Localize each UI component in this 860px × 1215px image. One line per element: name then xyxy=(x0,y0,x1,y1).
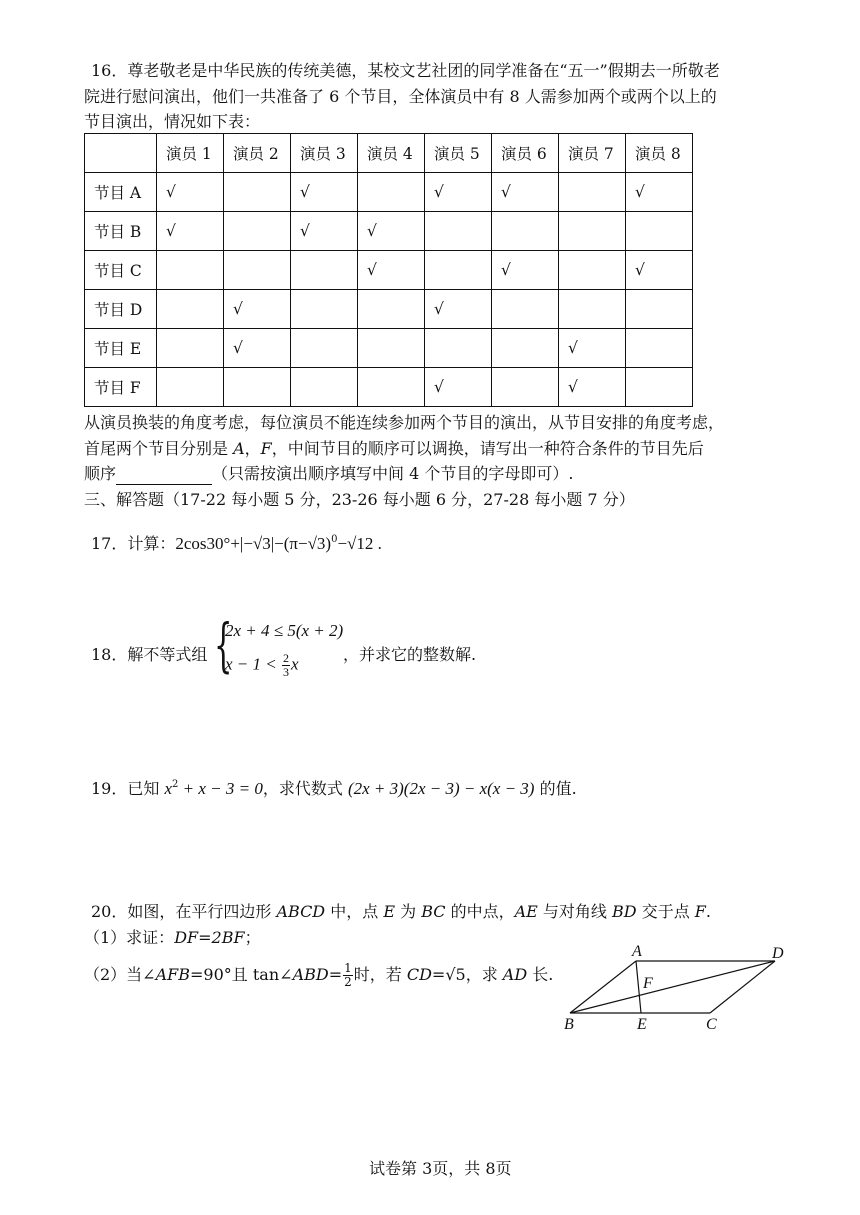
label-E: E xyxy=(637,1016,647,1033)
section-3-heading: 三、解答题（17-22 每小题 5 分，23-26 每小题 6 分，27-28 每小题 7 分） xyxy=(84,490,635,509)
q20-line-1: 20．如图，在平行四边形 ABCD 中，点 E 为 BC 的中点，AE 与对角线 BD 交于点 F. xyxy=(91,902,711,921)
check-cell xyxy=(224,251,291,290)
table-row xyxy=(85,212,693,251)
table-row xyxy=(85,251,693,290)
row-label-cell: 节目 B xyxy=(85,212,157,251)
header-cell: 演员 3 xyxy=(291,134,358,173)
header-cell: 演员 5 xyxy=(425,134,492,173)
table-row xyxy=(85,368,693,407)
label-A: A xyxy=(632,943,642,960)
check-cell xyxy=(358,290,425,329)
check-cell xyxy=(492,290,559,329)
check-cell xyxy=(224,368,291,407)
header-cell: 演员 8 xyxy=(626,134,693,173)
q18-inequality-2: x − 1 < $\frac{2}{3}$ x xyxy=(225,651,299,679)
row-label-cell: 节目 F xyxy=(85,368,157,407)
check-cell xyxy=(157,368,224,407)
check-cell xyxy=(291,368,358,407)
q16-line-3: 节目演出，情况如下表： xyxy=(84,112,261,131)
row-label-cell: 节目 A xyxy=(85,173,157,212)
check-cell: √ xyxy=(157,173,224,212)
check-cell xyxy=(291,290,358,329)
check-cell: √ xyxy=(559,329,626,368)
check-cell xyxy=(492,212,559,251)
system-brace: { xyxy=(214,611,233,679)
actor-program-table xyxy=(84,133,693,407)
check-cell: √ xyxy=(358,251,425,290)
diagonal-BD xyxy=(570,961,775,1013)
header-corner-cell xyxy=(85,134,157,173)
check-cell xyxy=(224,173,291,212)
q18-suffix: ，并求它的整数解. xyxy=(343,645,477,664)
check-cell: √ xyxy=(626,251,693,290)
check-cell: √ xyxy=(358,212,425,251)
q16-after-line-3: 顺序 （只需按演出顺序填写中间 4 个节目的字母即可）. xyxy=(84,464,574,483)
check-cell xyxy=(291,329,358,368)
check-cell: √ xyxy=(425,173,492,212)
check-cell: √ xyxy=(492,251,559,290)
check-cell xyxy=(559,212,626,251)
row-label-cell: 节目 E xyxy=(85,329,157,368)
header-cell: 演员 6 xyxy=(492,134,559,173)
row-label-cell: 节目 D xyxy=(85,290,157,329)
check-cell xyxy=(626,212,693,251)
q20-part-2: （2）当∠AFB=90°且 tan∠ABD= $\frac{1}{2}$ 时，若 CD=√5，求 AD 长. xyxy=(84,961,554,989)
label-D: D xyxy=(772,945,784,962)
check-cell: √ xyxy=(157,212,224,251)
check-cell xyxy=(492,368,559,407)
table-row xyxy=(85,173,693,212)
check-cell xyxy=(626,290,693,329)
q19: 19．已知 $x^2 + x - 3 = 0$，求代数式 (2x + 3)(2x − 3) − x(x − 3) 的值. xyxy=(91,779,577,798)
row-label-cell: 节目 C xyxy=(85,251,157,290)
header-cell: 演员 7 xyxy=(559,134,626,173)
q17: 17．计算：$2\cos 30^\circ+|-√3|-(\pi-√3)^0-√12$ . xyxy=(91,534,382,553)
check-cell xyxy=(559,290,626,329)
parallelogram-figure xyxy=(560,940,800,1035)
table-row xyxy=(85,329,693,368)
table-row xyxy=(85,290,693,329)
check-cell: √ xyxy=(224,329,291,368)
check-cell: √ xyxy=(425,290,492,329)
q16-line-2: 院进行慰问演出，他们一共准备了 6 个节目，全体演员中有 8 人需参加两个或两个以上的 xyxy=(84,87,717,106)
check-cell xyxy=(358,173,425,212)
q18-inequality-1: 2x + 4 ≤ 5(x + 2) xyxy=(225,621,344,640)
check-cell: √ xyxy=(626,173,693,212)
check-cell xyxy=(157,329,224,368)
check-cell xyxy=(157,251,224,290)
header-cell: 演员 2 xyxy=(224,134,291,173)
check-cell: √ xyxy=(224,290,291,329)
check-cell xyxy=(492,329,559,368)
check-cell xyxy=(358,329,425,368)
check-cell xyxy=(224,212,291,251)
check-cell xyxy=(626,368,693,407)
check-cell: √ xyxy=(425,368,492,407)
check-cell: √ xyxy=(492,173,559,212)
q16-after-line-1: 从演员换装的角度考虑，每位演员不能连续参加两个节目的演出，从节目安排的角度考虑， xyxy=(84,413,725,432)
fraction-one-half: $\frac{1}{2}$ xyxy=(344,961,352,989)
check-cell: √ xyxy=(291,212,358,251)
check-cell: √ xyxy=(291,173,358,212)
check-cell xyxy=(626,329,693,368)
q18-prefix: 18．解不等式组 xyxy=(91,645,208,664)
check-cell xyxy=(559,173,626,212)
segment-AE xyxy=(636,961,641,1013)
page-footer: 试卷第 3页，共 8页 xyxy=(369,1159,512,1178)
header-cell: 演员 1 xyxy=(157,134,224,173)
check-cell xyxy=(291,251,358,290)
check-cell xyxy=(425,329,492,368)
q16-after-line-2: 首尾两个节目分别是 A，F，中间节目的顺序可以调换，请写出一种符合条件的节目先后 xyxy=(84,439,704,458)
header-cell: 演员 4 xyxy=(358,134,425,173)
check-cell xyxy=(157,290,224,329)
check-cell xyxy=(425,251,492,290)
table-header-row xyxy=(85,134,693,173)
q20-part-1: （1）求证：DF=2BF； xyxy=(84,928,261,947)
label-F: F xyxy=(643,975,653,992)
check-cell xyxy=(358,368,425,407)
q16-line-1: 16．尊老敬老是中华民族的传统美德，某校文艺社团的同学准备在“五一”假期去一所敬老 xyxy=(91,61,720,80)
check-cell xyxy=(425,212,492,251)
check-cell xyxy=(559,251,626,290)
fraction-two-thirds: $\frac{2}{3}$ xyxy=(283,651,289,679)
answer-blank[interactable] xyxy=(116,468,212,485)
check-cell: √ xyxy=(559,368,626,407)
label-B: B xyxy=(564,1016,574,1033)
label-C: C xyxy=(706,1016,717,1033)
